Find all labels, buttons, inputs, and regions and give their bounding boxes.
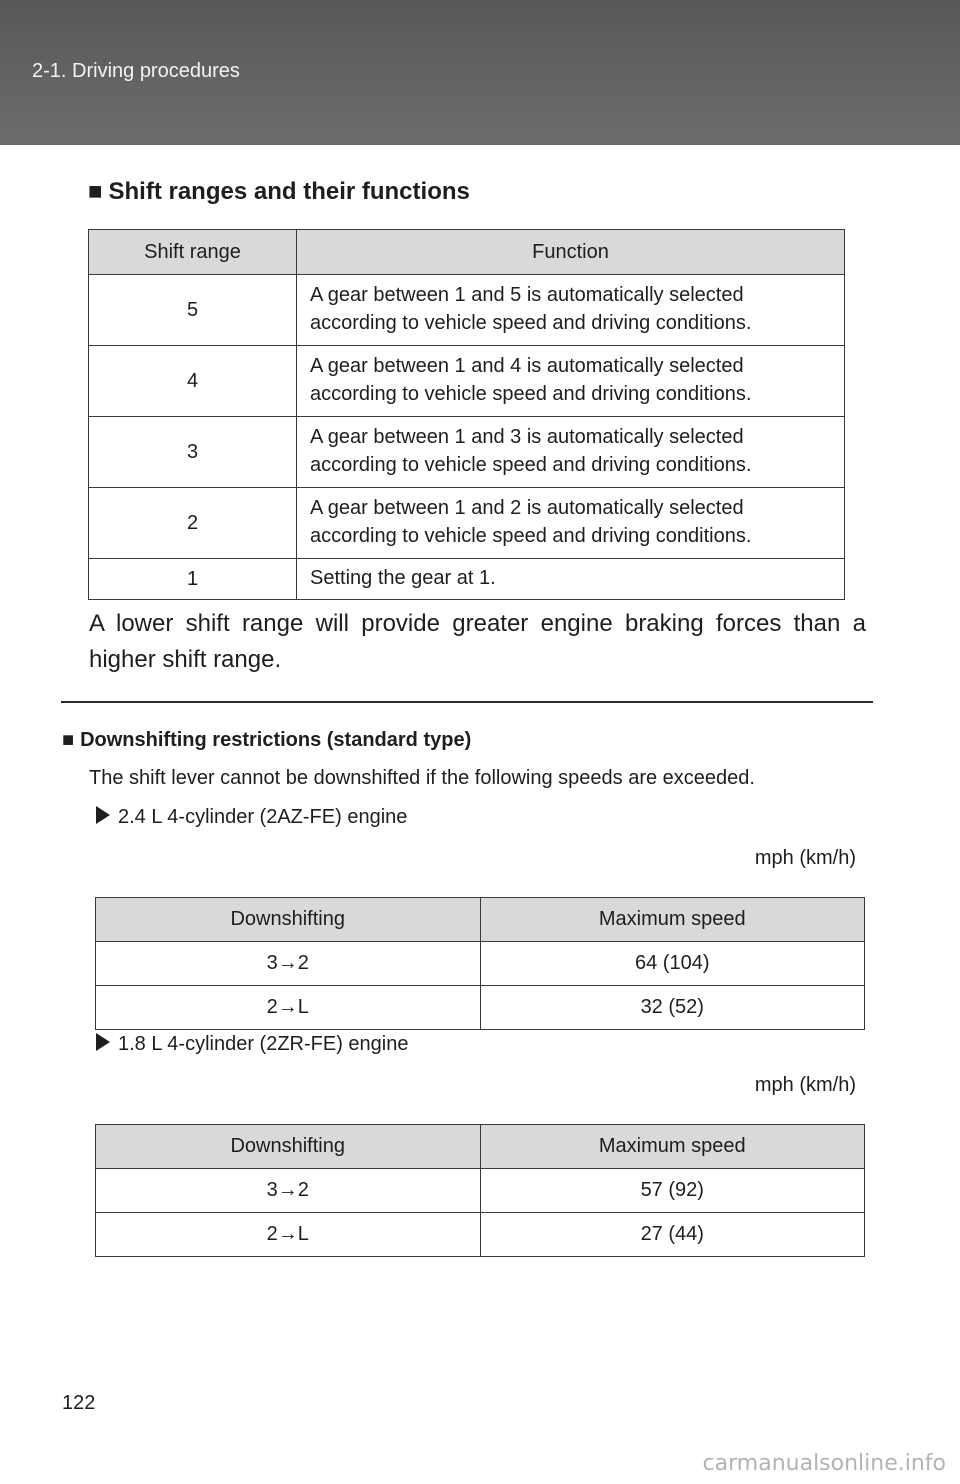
speed-unit-label: mph (km/h) bbox=[754, 1074, 856, 1096]
max-speed-cell: 64 (104) bbox=[480, 942, 865, 986]
function-cell: A gear between 1 and 4 is automatically selected according to vehicle speed and driving conditions. bbox=[297, 346, 845, 417]
table-row bbox=[96, 986, 865, 1030]
column-header-maximum-speed: Maximum speed bbox=[480, 898, 865, 942]
downshift-cell: 2→L bbox=[96, 986, 481, 1030]
max-speed-cell: 57 (92) bbox=[480, 1169, 865, 1213]
table-header-row bbox=[89, 230, 845, 275]
engine-label-text: 2.4 L 4-cylinder (2AZ-FE) engine bbox=[118, 806, 408, 828]
arrow-bullet-icon bbox=[96, 1033, 110, 1051]
engine-label bbox=[96, 806, 407, 829]
page-number: 122 bbox=[62, 1392, 96, 1414]
downshift-speed-table bbox=[95, 1124, 865, 1257]
table-row bbox=[96, 1169, 865, 1213]
shift-range-cell: 1 bbox=[89, 559, 297, 600]
downshift-title bbox=[62, 729, 471, 752]
downshift-description: The shift lever cannot be downshifted if the following speeds are exceeded. bbox=[89, 767, 755, 789]
downshift-cell: 3→2 bbox=[96, 942, 481, 986]
shift-range-cell: 2 bbox=[89, 488, 297, 559]
table-row bbox=[89, 559, 845, 600]
column-header-maximum-speed: Maximum speed bbox=[480, 1125, 865, 1169]
table-row bbox=[89, 488, 845, 559]
column-header-function: Function bbox=[297, 230, 845, 275]
shift-range-cell: 4 bbox=[89, 346, 297, 417]
watermark: carmanualsonline.info bbox=[702, 1451, 946, 1476]
downshift-speed-table bbox=[95, 897, 865, 1030]
table-row bbox=[89, 275, 845, 346]
column-header-downshifting: Downshifting bbox=[96, 1125, 481, 1169]
function-cell: A gear between 1 and 2 is automatically selected according to vehicle speed and driving conditions. bbox=[297, 488, 845, 559]
shift-range-cell: 5 bbox=[89, 275, 297, 346]
table-row bbox=[96, 942, 865, 986]
engine-label-text: 1.8 L 4-cylinder (2ZR-FE) engine bbox=[118, 1033, 409, 1055]
max-speed-cell: 27 (44) bbox=[480, 1213, 865, 1257]
column-header-shift-range: Shift range bbox=[89, 230, 297, 275]
max-speed-cell: 32 (52) bbox=[480, 986, 865, 1030]
downshift-cell: 2→L bbox=[96, 1213, 481, 1257]
downshift-cell: 3→2 bbox=[96, 1169, 481, 1213]
square-bullet-icon: ■ bbox=[62, 729, 75, 751]
shift-range-cell: 3 bbox=[89, 417, 297, 488]
table-header-row bbox=[96, 898, 865, 942]
arrow-bullet-icon bbox=[96, 806, 110, 824]
section-title-text: Shift ranges and their functions bbox=[108, 178, 470, 205]
function-cell: A gear between 1 and 5 is automatically selected according to vehicle speed and driving conditions. bbox=[297, 275, 845, 346]
table-header-row bbox=[96, 1125, 865, 1169]
column-header-downshifting: Downshifting bbox=[96, 898, 481, 942]
engine-label bbox=[96, 1033, 409, 1056]
shift-ranges-table bbox=[88, 229, 845, 600]
page-header bbox=[0, 0, 960, 145]
downshift-title-text: Downshifting restrictions (standard type) bbox=[80, 729, 472, 751]
table-row bbox=[89, 417, 845, 488]
function-cell: A gear between 1 and 3 is automatically selected according to vehicle speed and driving conditions. bbox=[297, 417, 845, 488]
square-bullet-icon: ■ bbox=[88, 178, 103, 205]
table-row bbox=[96, 1213, 865, 1257]
function-cell: Setting the gear at 1. bbox=[297, 559, 845, 600]
engine-braking-note: A lower shift range will provide greater engine braking forces than a higher shift range. bbox=[89, 610, 866, 673]
section-title bbox=[88, 178, 470, 206]
table-row bbox=[89, 346, 845, 417]
speed-unit-label: mph (km/h) bbox=[754, 847, 856, 869]
chapter-title: 2-1. Driving procedures bbox=[32, 60, 240, 82]
section-divider bbox=[61, 701, 873, 703]
